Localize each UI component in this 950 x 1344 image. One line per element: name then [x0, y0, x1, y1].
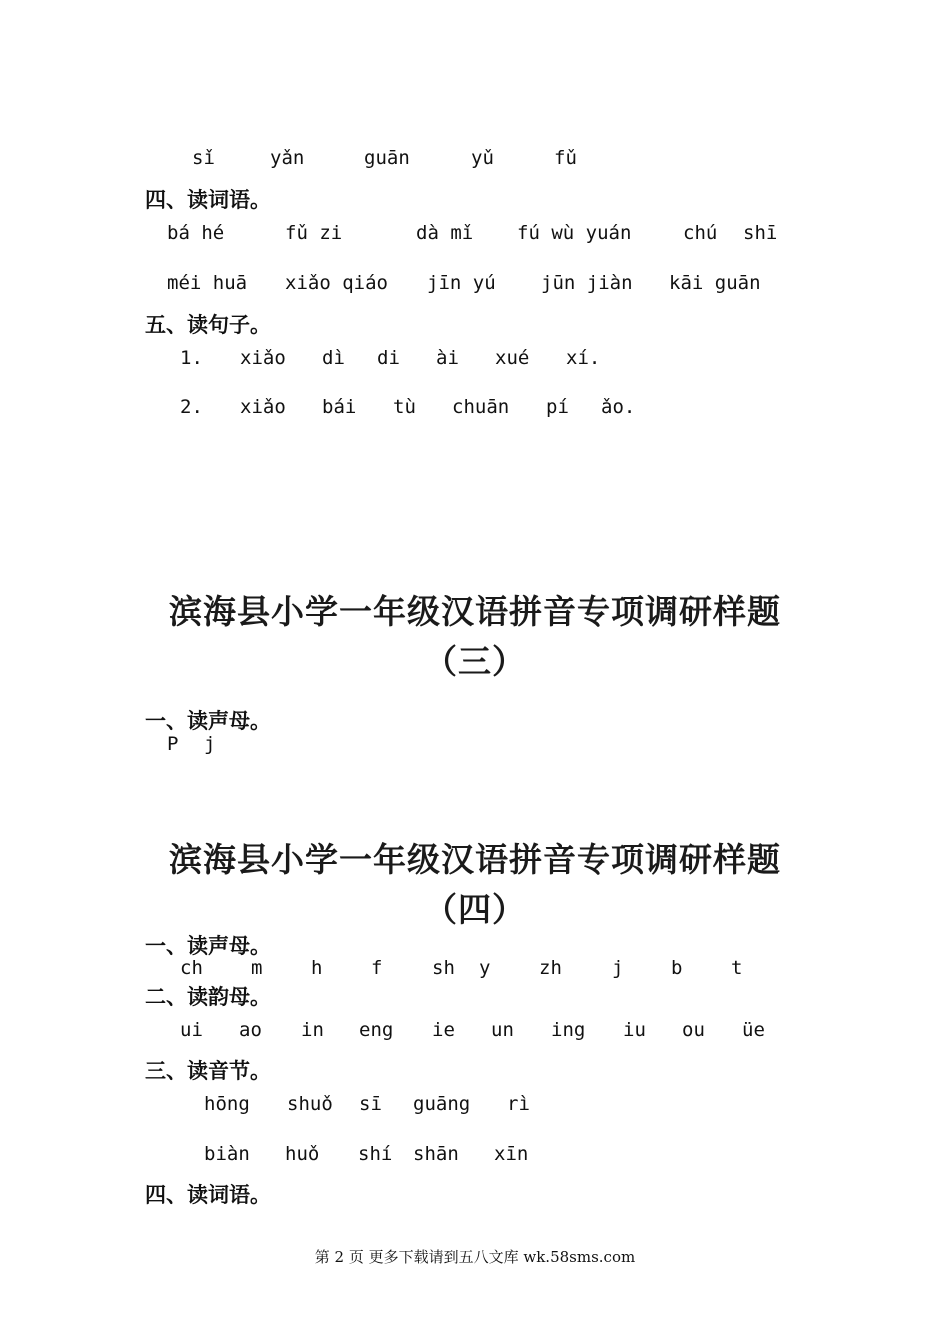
word: xiǎo qiáo	[285, 272, 388, 294]
section-heading-words: 四、读词语。	[145, 188, 271, 212]
initial: j	[204, 733, 216, 755]
word: méi huā	[167, 272, 248, 294]
syllable: xiǎo	[240, 396, 286, 418]
syllable: pí	[546, 396, 569, 418]
test-title: 滨海县小学一年级汉语拼音专项调研样题	[169, 840, 781, 879]
final: ing	[551, 1019, 586, 1041]
word: jūn jiàn	[541, 272, 633, 294]
syllable: xué	[495, 347, 530, 369]
syllable: hōng	[204, 1093, 250, 1115]
syllable: tù	[393, 396, 416, 418]
word: jīn yú	[427, 272, 496, 294]
section-heading-initials: 一、读声母。	[145, 934, 271, 958]
section-heading-initials: 一、读声母。	[145, 709, 271, 733]
syllable: guān	[364, 147, 410, 169]
initial: t	[731, 957, 743, 979]
word: fú wù yuán	[517, 222, 632, 244]
syllable: xiǎo	[240, 347, 286, 369]
final: iu	[623, 1019, 646, 1041]
syllable: ǎo.	[601, 396, 636, 418]
initial: h	[311, 957, 323, 979]
final: ui	[180, 1019, 203, 1041]
syllable: huǒ	[285, 1143, 320, 1165]
syllable: xīn	[494, 1143, 529, 1165]
word: dà mǐ	[416, 222, 474, 244]
syllable: bái	[322, 396, 357, 418]
initial: sh	[432, 957, 455, 979]
final: un	[491, 1019, 514, 1041]
syllable: chuān	[452, 396, 510, 418]
test-subtitle: （三）	[424, 642, 526, 681]
syllable: shuǒ	[287, 1093, 333, 1115]
initial: zh	[539, 957, 562, 979]
syllable: fǔ	[554, 147, 577, 169]
syllable: guāng	[413, 1093, 471, 1115]
syllable: xí.	[566, 347, 601, 369]
final: ao	[239, 1019, 262, 1041]
initial: P	[167, 733, 179, 755]
sentence-number: 2.	[180, 396, 203, 418]
syllable: shān	[413, 1143, 459, 1165]
initial: b	[671, 957, 683, 979]
test-title: 滨海县小学一年级汉语拼音专项调研样题	[169, 592, 781, 631]
section-heading-syllables: 三、读音节。	[145, 1059, 271, 1083]
syllable: biàn	[204, 1143, 250, 1165]
final: in	[301, 1019, 324, 1041]
page-footer: 第 2 页 更多下载请到五八文库 wk.58sms.com	[314, 1248, 636, 1266]
syllable: sǐ	[192, 147, 215, 169]
syllable: shí	[358, 1143, 393, 1165]
initial: m	[251, 957, 263, 979]
syllable: di	[377, 347, 400, 369]
syllable: dì	[322, 347, 345, 369]
initial: y	[479, 957, 491, 979]
initial: ch	[180, 957, 203, 979]
section-heading-finals: 二、读韵母。	[145, 985, 271, 1009]
syllable: rì	[507, 1093, 530, 1115]
final: ie	[432, 1019, 455, 1041]
sentence-number: 1.	[180, 347, 203, 369]
word: chú	[683, 222, 718, 244]
section-heading-words: 四、读词语。	[145, 1183, 271, 1207]
word: fǔ zi	[285, 222, 343, 244]
final: ou	[682, 1019, 705, 1041]
final: üe	[742, 1019, 765, 1041]
syllable: ài	[436, 347, 459, 369]
word: bá hé	[167, 222, 225, 244]
syllable: yǎn	[270, 147, 305, 169]
section-heading-sentences: 五、读句子。	[145, 313, 271, 337]
word: shī	[743, 222, 778, 244]
syllable: sī	[359, 1093, 382, 1115]
initial: f	[371, 957, 383, 979]
word: kāi guān	[669, 272, 761, 294]
initial: j	[612, 957, 624, 979]
test-subtitle: （四）	[424, 890, 526, 929]
syllable: yǔ	[471, 147, 494, 169]
final: eng	[359, 1019, 394, 1041]
